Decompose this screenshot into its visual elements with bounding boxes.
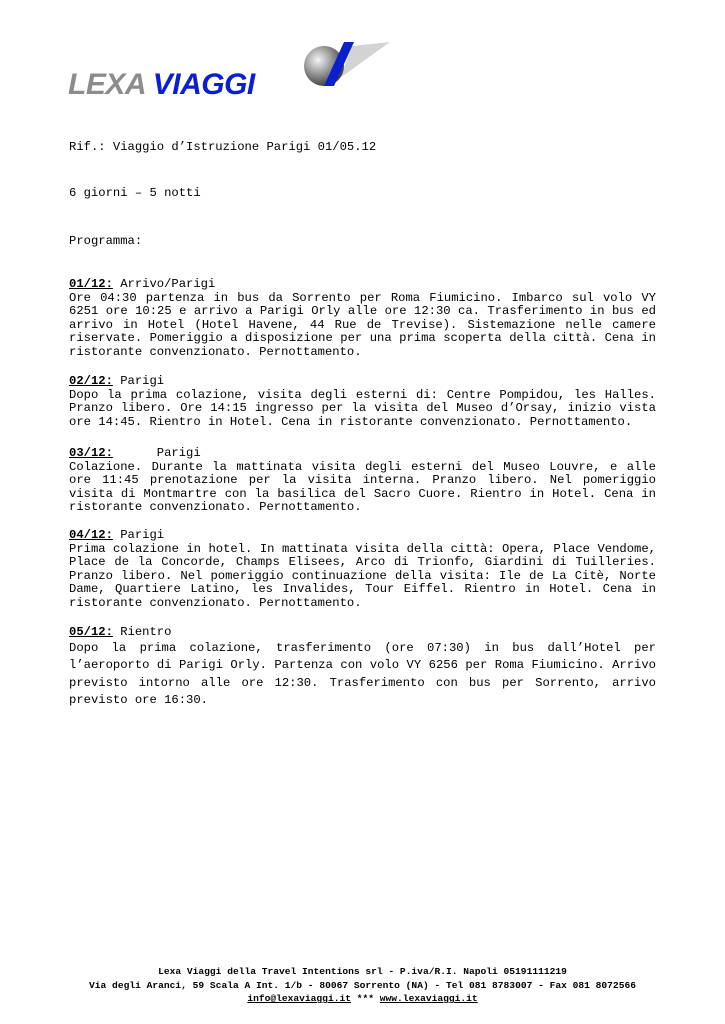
day-description: Ore 04:30 partenza in bus da Sorrento per Roma Fiumicino. Imbarco sul volo VY 6251 ore 10:25 e arrivo a Parigi Orly alle ore 12:30 ca. Trasferimento in bus ed arrivo in Hotel (Hotel Havene, 44 Rue de Trevise). Sistemazione nelle camere riservate. Pomeriggio a disposizione per una prima scoperta della città. Cena in ristorante convenzionato. Pernottamento.: [69, 290, 656, 359]
trip-reference: Rif.: Viaggio d’Istruzione Parigi 01/05.12: [69, 140, 377, 154]
itinerary-day-1: [69, 278, 656, 360]
trip-duration: 6 giorni – 5 notti: [69, 186, 201, 200]
logo-sphere-icon: [300, 38, 392, 94]
day-title: Parigi: [120, 528, 165, 542]
logo-viaggi: VIAGGI: [152, 68, 255, 101]
day-description: Colazione. Durante la mattinata visita degli esterni del Museo Louvre, e alle ore 11:45 prenotazione per la visita interna. Pranzo libero. Nel pomeriggio visita di Montmartre con la basilica del Sacro Cuore. Rientro in Hotel. Cena in ristorante convenzionato. Pernottamento.: [69, 459, 656, 515]
page-footer: [0, 965, 725, 1006]
footer-website-link[interactable]: www.lexaviaggi.it: [379, 993, 478, 1005]
day-title: Parigi: [156, 446, 201, 460]
logo-wordmark: [68, 68, 255, 102]
day-title: Rientro: [120, 625, 172, 639]
day-date: 01/12:: [69, 277, 113, 291]
footer-separator: ***: [350, 993, 380, 1005]
day-title: Arrivo/Parigi: [120, 277, 216, 291]
day-description: Dopo la prima colazione, visita degli esterni di: Centre Pompidou, les Halles. Pranzo libero. Ore 14:15 ingresso per la visita del Museo d’Orsay, inizio vista ore 14:45. Rientro in Hotel. Cena in ristorante convenzionato. Pernottamento.: [69, 387, 656, 429]
company-logo: [68, 38, 398, 108]
itinerary-day-2: [69, 375, 656, 429]
footer-email-link[interactable]: info@lexaviaggi.it: [247, 993, 351, 1005]
programma-label: Programma:: [69, 234, 143, 248]
itinerary-day-4: [69, 529, 656, 611]
day-date: 02/12:: [69, 374, 113, 388]
itinerary-day-3: [69, 447, 656, 515]
day-date: 05/12:: [69, 625, 113, 639]
footer-company-info: Lexa Viaggi della Travel Intentions srl - P.iva/R.I. Napoli 05191111219: [158, 966, 567, 977]
day-description: Prima colazione in hotel. In mattinata visita della città: Opera, Place Vendome, Place de la Concorde, Champs Elisees, Arco di Trionfo, Giardini di Tuilleries. Pranzo libero. Nel pomeriggio continuazione della visita: Ile de La Citè, Norte Dame, Quartiere Latino, les Invalides, Tour Eiffel. Rientro in Hotel. Cena in ristorante convenzionato. Pernottamento.: [69, 541, 656, 610]
day-title: Parigi: [120, 374, 165, 388]
itinerary-day-5: [69, 626, 656, 710]
day-date: 03/12:: [69, 446, 113, 460]
logo-lexa: LEXA: [68, 68, 145, 101]
day-description: Dopo la prima colazione, trasferimento (ore 07:30) in bus dall’Hotel per l’aeroporto di Parigi Orly. Partenza con volo VY 6256 per Roma Fiumicino. Arrivo previsto intorno alle ore 12:30. Trasferimento con bus per Sorrento, arrivo previsto ore 16:30.: [69, 640, 656, 708]
day-date: 04/12:: [69, 528, 113, 542]
footer-address: Via degli Aranci, 59 Scala A Int. 1/b - 80067 Sorrento (NA) - Tel 081 8783007 - Fax 081 8072566: [89, 979, 636, 991]
